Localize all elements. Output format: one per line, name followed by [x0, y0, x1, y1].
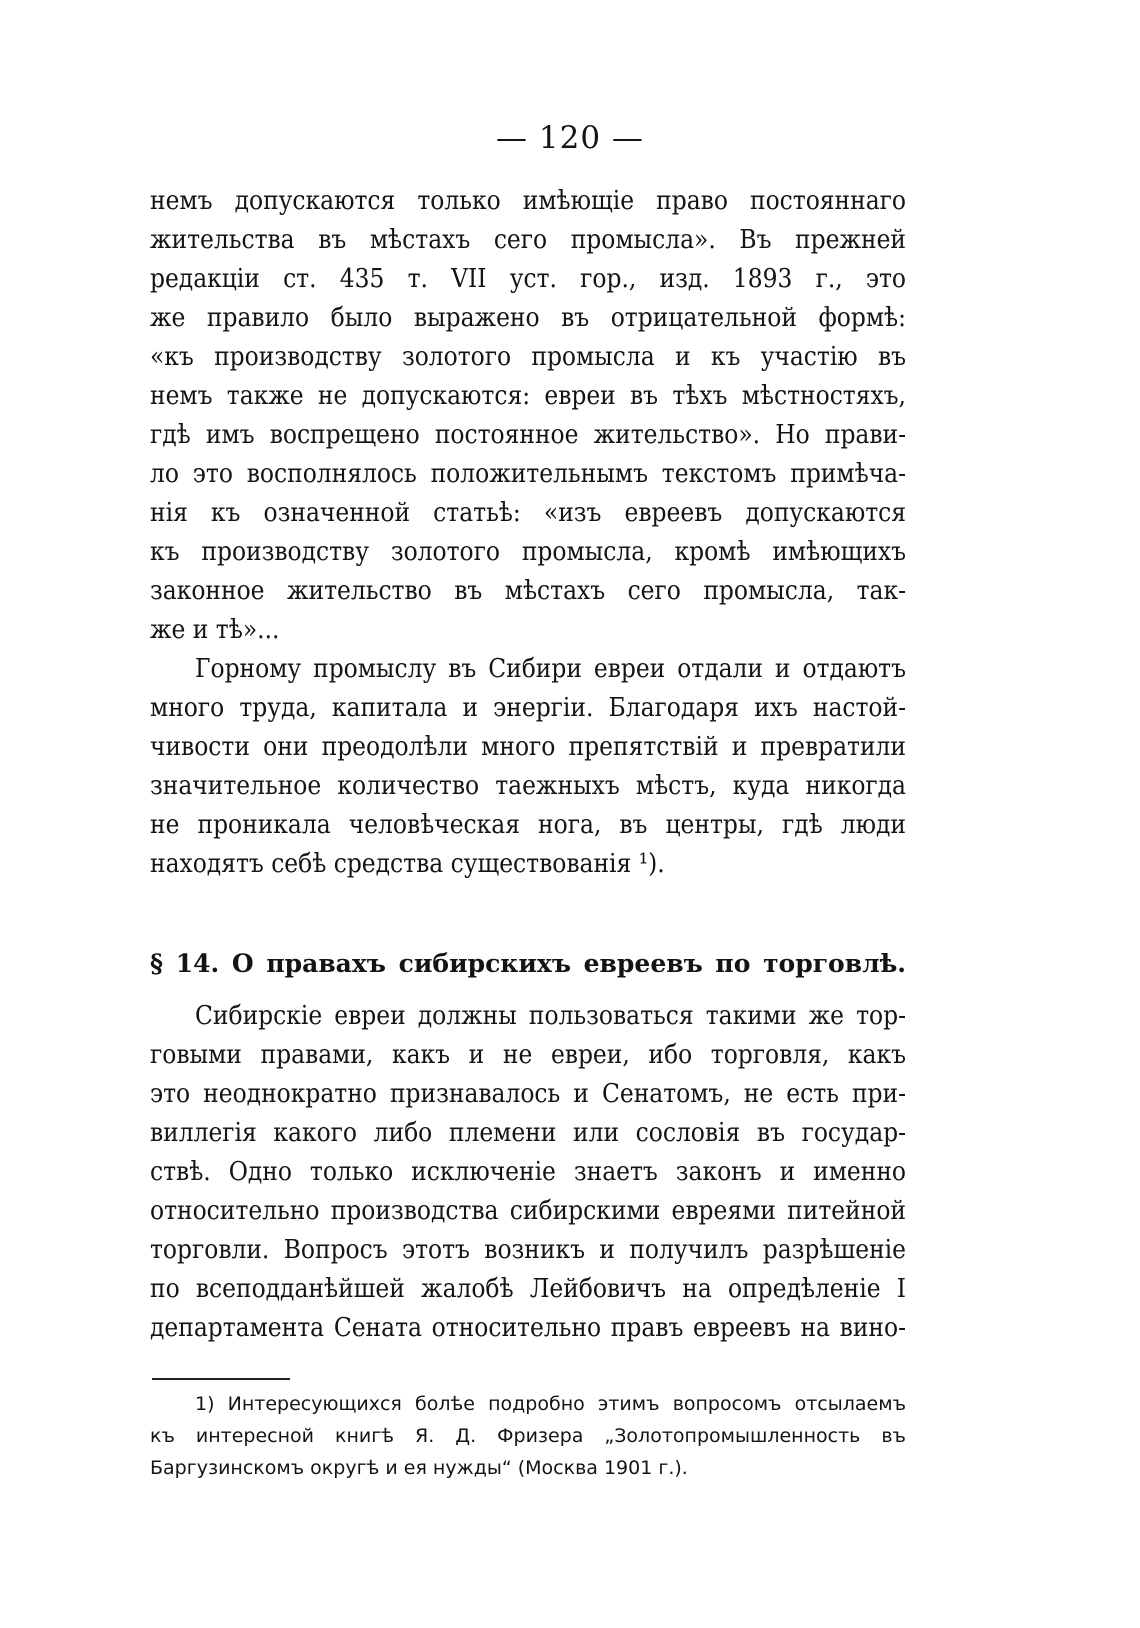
text-line: же и тѣ»...	[150, 615, 280, 645]
paragraph-mining	[150, 650, 906, 884]
footnote-line: Баргузинскомъ округѣ и ея нужды“ (Москва 1901 г.).	[150, 1457, 688, 1479]
footnote-line: къ интересной книгѣ Я. Д. Фризера „Золотопромышленность въ	[150, 1425, 906, 1447]
text-line: много труда, капитала и энергіи. Благодаря ихъ настой-	[150, 693, 906, 723]
footnote	[150, 1388, 906, 1484]
text-line: «къ производству золотого промысла и къ участію въ	[150, 342, 906, 372]
text-line: жительства въ мѣстахъ сего промысла». Въ прежней	[150, 225, 906, 255]
text-line: нія къ означенной статьѣ: «изъ евреевъ допускаются	[150, 498, 906, 528]
text-line: не проникала человѣческая нога, въ центры, гдѣ люди	[150, 810, 906, 840]
text-line: Сибирскіе евреи должны пользоваться такими же тор-	[195, 1001, 906, 1031]
text-line: же правило было выражено въ отрицательной формѣ:	[150, 303, 906, 333]
text-line: редакціи ст. 435 т. VII уст. гор., изд. 1893 г., это	[150, 264, 906, 294]
text-line: торговли. Вопросъ этотъ возникъ и получилъ разрѣшеніе	[150, 1235, 906, 1265]
text-line: законное жительство въ мѣстахъ сего промысла, так-	[150, 576, 906, 606]
section-heading: § 14. О правахъ сибирскихъ евреевъ по торговлѣ.	[150, 949, 906, 978]
footnote-divider	[152, 1378, 290, 1380]
text-line: ствѣ. Одно только исключеніе знаетъ законъ и именно	[150, 1157, 906, 1187]
text-line: виллегія какого либо племени или сословія въ государ-	[150, 1118, 906, 1148]
paragraph-trade	[150, 997, 906, 1348]
text-line: это неоднократно признавалось и Сенатомъ, не есть при-	[150, 1079, 906, 1109]
text-line: чивости они преодолѣли много препятствій и превратили	[150, 732, 906, 762]
text-line: значительное количество таежныхъ мѣстъ, куда никогда	[150, 771, 906, 801]
text-line: по всеподданѣйшей жалобѣ Лейбовичъ на опредѣленіе I	[150, 1274, 906, 1304]
text-line: гдѣ имъ воспрещено постоянное жительство». Но прави-	[150, 420, 906, 450]
text-line: департамента Сената относительно правъ евреевъ на вино-	[150, 1313, 906, 1343]
footnote-line: 1) Интересующихся болѣе подробно этимъ вопросомъ отсылаемъ	[195, 1393, 906, 1415]
text-line: относительно производства сибирскими евреями питейной	[150, 1196, 906, 1226]
text-line: къ производству золотого промысла, кромѣ имѣющихъ	[150, 537, 906, 567]
text-line: ло это восполнялось положительнымъ текстомъ примѣча-	[150, 459, 906, 489]
text-line: говыми правами, какъ и не евреи, ибо торговля, какъ	[150, 1040, 906, 1070]
text-line: Горному промыслу въ Сибири евреи отдали и отдаютъ	[195, 654, 906, 684]
page-number: — 120 —	[496, 120, 644, 156]
text-line: находятъ себѣ средства существованія ¹).	[150, 849, 665, 879]
text-line: немъ также не допускаются: евреи въ тѣхъ мѣстностяхъ,	[150, 381, 906, 411]
text-line: немъ допускаются только имѣющіе право постояннаго	[150, 186, 906, 216]
paragraph-continuation	[150, 182, 906, 650]
